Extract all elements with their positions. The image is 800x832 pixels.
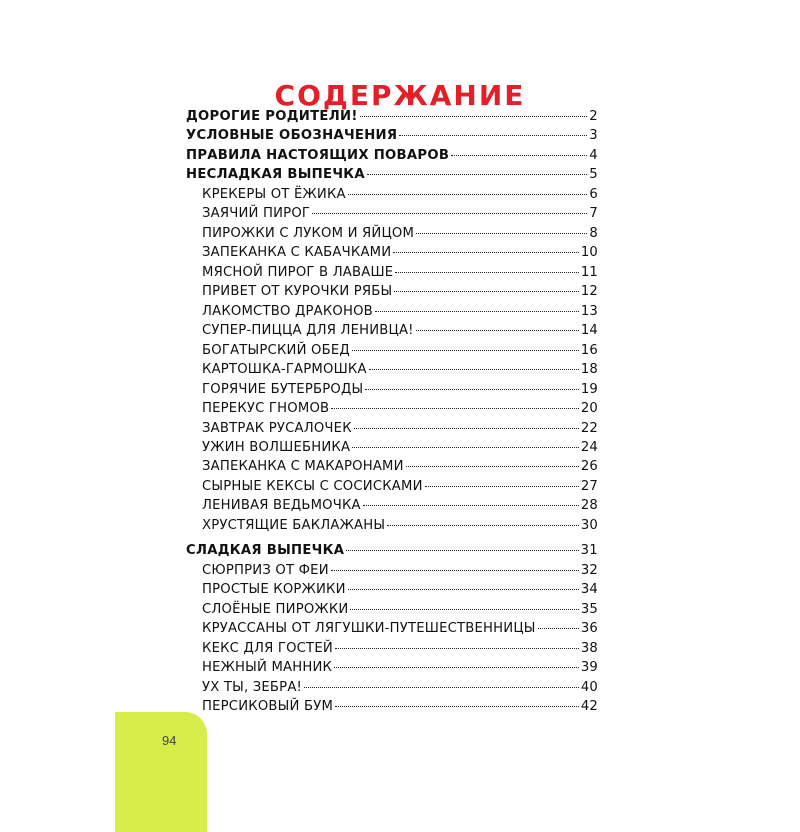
toc-dot-leader <box>365 389 579 390</box>
toc-dot-leader <box>335 706 579 707</box>
toc-item-row[interactable] <box>186 678 598 697</box>
toc-entry-page: 19 <box>580 381 598 397</box>
toc-item-row[interactable] <box>186 639 598 658</box>
toc-item-row[interactable] <box>186 477 598 496</box>
toc-entry-page: 3 <box>589 128 598 144</box>
toc-dot-leader <box>369 369 579 370</box>
toc-dot-leader <box>416 233 587 234</box>
toc-dot-leader <box>395 272 578 273</box>
toc-entry-page: 4 <box>589 147 598 163</box>
toc-dot-leader <box>363 505 579 506</box>
toc-dot-leader <box>406 466 579 467</box>
toc-entry-page: 24 <box>580 439 598 455</box>
toc-dot-leader <box>352 350 579 351</box>
toc-section-row[interactable] <box>186 126 598 145</box>
toc-entry-page: 12 <box>580 284 598 300</box>
toc-entry-title: ПИРОЖКИ С ЛУКОМ И ЯЙЦОМ <box>202 225 415 241</box>
toc-entry-title: КРЕКЕРЫ ОТ ЁЖИКА <box>202 186 346 202</box>
toc-entry-title: ЛАКОМСТВО ДРАКОНОВ <box>202 303 373 319</box>
toc-entry-page: 2 <box>589 109 598 124</box>
toc-item-row[interactable] <box>186 600 598 619</box>
toc-item-row[interactable] <box>186 399 598 418</box>
page-title: СОДЕРЖАНИЕ <box>274 78 526 112</box>
toc-item-row[interactable] <box>186 516 598 535</box>
toc-entry-title: КРУАССАНЫ ОТ ЛЯГУШКИ-ПУТЕШЕСТВЕННИЦЫ <box>202 621 536 637</box>
toc-entry-title: ЗАПЕКАНКА С МАКАРОНАМИ <box>202 459 404 475</box>
toc-entry-page: 5 <box>589 167 598 183</box>
toc-dot-leader <box>416 330 579 331</box>
toc-item-row[interactable] <box>186 580 598 599</box>
toc-entry-title: СЫРНЫЕ КЕКСЫ С СОСИСКАМИ <box>202 478 423 494</box>
toc-item-row[interactable] <box>186 243 598 262</box>
toc-entry-page: 22 <box>580 420 598 436</box>
toc-dot-leader <box>304 687 579 688</box>
toc-dot-leader <box>425 486 579 487</box>
toc-dot-leader <box>334 667 579 668</box>
toc-section-row[interactable] <box>186 146 598 165</box>
toc-entry-title: ЛЕНИВАЯ ВЕДЬМОЧКА <box>202 498 361 514</box>
toc-item-row[interactable] <box>186 619 598 638</box>
toc-entry-title: ПЕРСИКОВЫЙ БУМ <box>202 699 334 715</box>
toc-dot-leader <box>352 447 579 448</box>
toc-dot-leader <box>348 194 588 195</box>
toc-entry-title: УХ ТЫ, ЗЕБРА! <box>202 679 303 695</box>
toc-entry-page: 10 <box>580 245 598 261</box>
toc-dot-leader <box>312 213 587 214</box>
toc-entry-title: ПРИВЕТ ОТ КУРОЧКИ РЯБЫ <box>202 284 393 300</box>
toc-dot-leader <box>348 589 579 590</box>
toc-entry-title: ПРАВИЛА НАСТОЯЩИХ ПОВАРОВ <box>186 147 450 163</box>
toc-item-row[interactable] <box>186 185 598 204</box>
toc-item-row[interactable] <box>186 360 598 379</box>
toc-entry-title: КАРТОШКА-ГАРМОШКА <box>202 362 367 378</box>
toc-dot-leader <box>538 628 579 629</box>
toc-entry-title: БОГАТЫРСКИЙ ОБЕД <box>202 342 350 358</box>
toc-item-row[interactable] <box>186 496 598 515</box>
toc-dot-leader <box>331 570 579 571</box>
toc-entry-title: НЕЖНЫЙ МАННИК <box>202 660 333 676</box>
toc-entry-page: 30 <box>580 517 598 533</box>
toc-entry-page: 6 <box>589 186 598 202</box>
toc-item-row[interactable] <box>186 561 598 580</box>
toc-item-row[interactable] <box>186 457 598 476</box>
toc-item-row[interactable] <box>186 263 598 282</box>
toc-item-row[interactable] <box>186 438 598 457</box>
toc-item-row[interactable] <box>186 419 598 438</box>
toc-dot-leader <box>451 155 587 156</box>
toc-item-row[interactable] <box>186 321 598 340</box>
toc-entry-title: УЖИН ВОЛШЕБНИКА <box>202 439 351 455</box>
toc-entry-page: 14 <box>580 323 598 339</box>
toc-entry-page: 11 <box>580 264 598 280</box>
toc-dot-leader <box>394 291 578 292</box>
toc-entry-title: ГОРЯЧИЕ БУТЕРБРОДЫ <box>202 381 364 397</box>
toc-item-row[interactable] <box>186 302 598 321</box>
toc-dot-leader <box>399 135 587 136</box>
toc-section-row[interactable] <box>186 165 598 184</box>
toc-item-row[interactable] <box>186 224 598 243</box>
toc-entry-title: ЗАЯЧИЙ ПИРОГ <box>202 206 311 222</box>
toc-entry-title: УСЛОВНЫЕ ОБОЗНАЧЕНИЯ <box>186 128 398 144</box>
toc-dot-leader <box>375 311 579 312</box>
toc-item-row[interactable] <box>186 658 598 677</box>
toc-entry-page: 26 <box>580 459 598 475</box>
toc-entry-title: СЛАДКАЯ ВЫПЕЧКА <box>186 543 345 559</box>
toc-entry-title: СЮРПРИЗ ОТ ФЕИ <box>202 562 329 578</box>
toc-dot-leader <box>360 116 588 117</box>
toc-entry-page: 39 <box>580 660 598 676</box>
toc-entry-page: 40 <box>580 679 598 695</box>
toc-entry-page: 35 <box>580 601 598 617</box>
toc-entry-page: 7 <box>589 206 598 222</box>
toc-item-row[interactable] <box>186 341 598 360</box>
toc-section-row[interactable] <box>186 541 598 560</box>
toc-dot-leader <box>350 609 578 610</box>
toc-item-row[interactable] <box>186 282 598 301</box>
toc-dot-leader <box>367 174 587 175</box>
toc-dot-leader <box>354 428 579 429</box>
toc-entry-page: 27 <box>580 478 598 494</box>
toc-entry-title: ЗАПЕКАНКА С КАБАЧКАМИ <box>202 245 392 261</box>
page-number: 94 <box>162 733 177 748</box>
toc-entry-title: ПРОСТЫЕ КОРЖИКИ <box>202 582 346 598</box>
toc-entry-page: 36 <box>580 621 598 637</box>
toc-entry-page: 28 <box>580 498 598 514</box>
toc-item-row[interactable] <box>186 380 598 399</box>
table-of-contents <box>186 107 598 717</box>
toc-entry-title: НЕСЛАДКАЯ ВЫПЕЧКА <box>186 167 365 183</box>
toc-section-row[interactable] <box>186 107 598 126</box>
toc-entry-page: 16 <box>580 342 598 358</box>
toc-dot-leader <box>387 525 579 526</box>
toc-dot-leader <box>335 648 579 649</box>
toc-entry-title: МЯСНОЙ ПИРОГ В ЛАВАШЕ <box>202 264 394 280</box>
toc-entry-page: 20 <box>580 401 598 417</box>
toc-entry-title: ПЕРЕКУС ГНОМОВ <box>202 401 330 417</box>
page-corner-tab <box>115 712 207 832</box>
toc-entry-page: 42 <box>580 699 598 715</box>
toc-dot-leader <box>393 252 578 253</box>
toc-entry-page: 32 <box>580 562 598 578</box>
toc-entry-title: СЛОЁНЫЕ ПИРОЖКИ <box>202 601 349 617</box>
toc-entry-title: СУПЕР-ПИЦЦА ДЛЯ ЛЕНИВЦА! <box>202 323 414 339</box>
toc-item-row[interactable] <box>186 697 598 716</box>
toc-entry-title: КЕКС ДЛЯ ГОСТЕЙ <box>202 640 333 656</box>
toc-dot-leader <box>331 408 579 409</box>
toc-entry-title: ДОРОГИЕ РОДИТЕЛИ! <box>186 109 358 124</box>
toc-entry-page: 31 <box>580 543 598 559</box>
toc-entry-page: 34 <box>580 582 598 598</box>
toc-entry-page: 18 <box>580 362 598 378</box>
toc-item-row[interactable] <box>186 204 598 223</box>
toc-entry-page: 8 <box>589 225 598 241</box>
toc-entry-title: ЗАВТРАК РУСАЛОЧЕК <box>202 420 352 436</box>
toc-entry-page: 13 <box>580 303 598 319</box>
toc-entry-page: 38 <box>580 640 598 656</box>
toc-entry-title: ХРУСТЯЩИЕ БАКЛАЖАНЫ <box>202 517 386 533</box>
toc-dot-leader <box>346 550 578 551</box>
